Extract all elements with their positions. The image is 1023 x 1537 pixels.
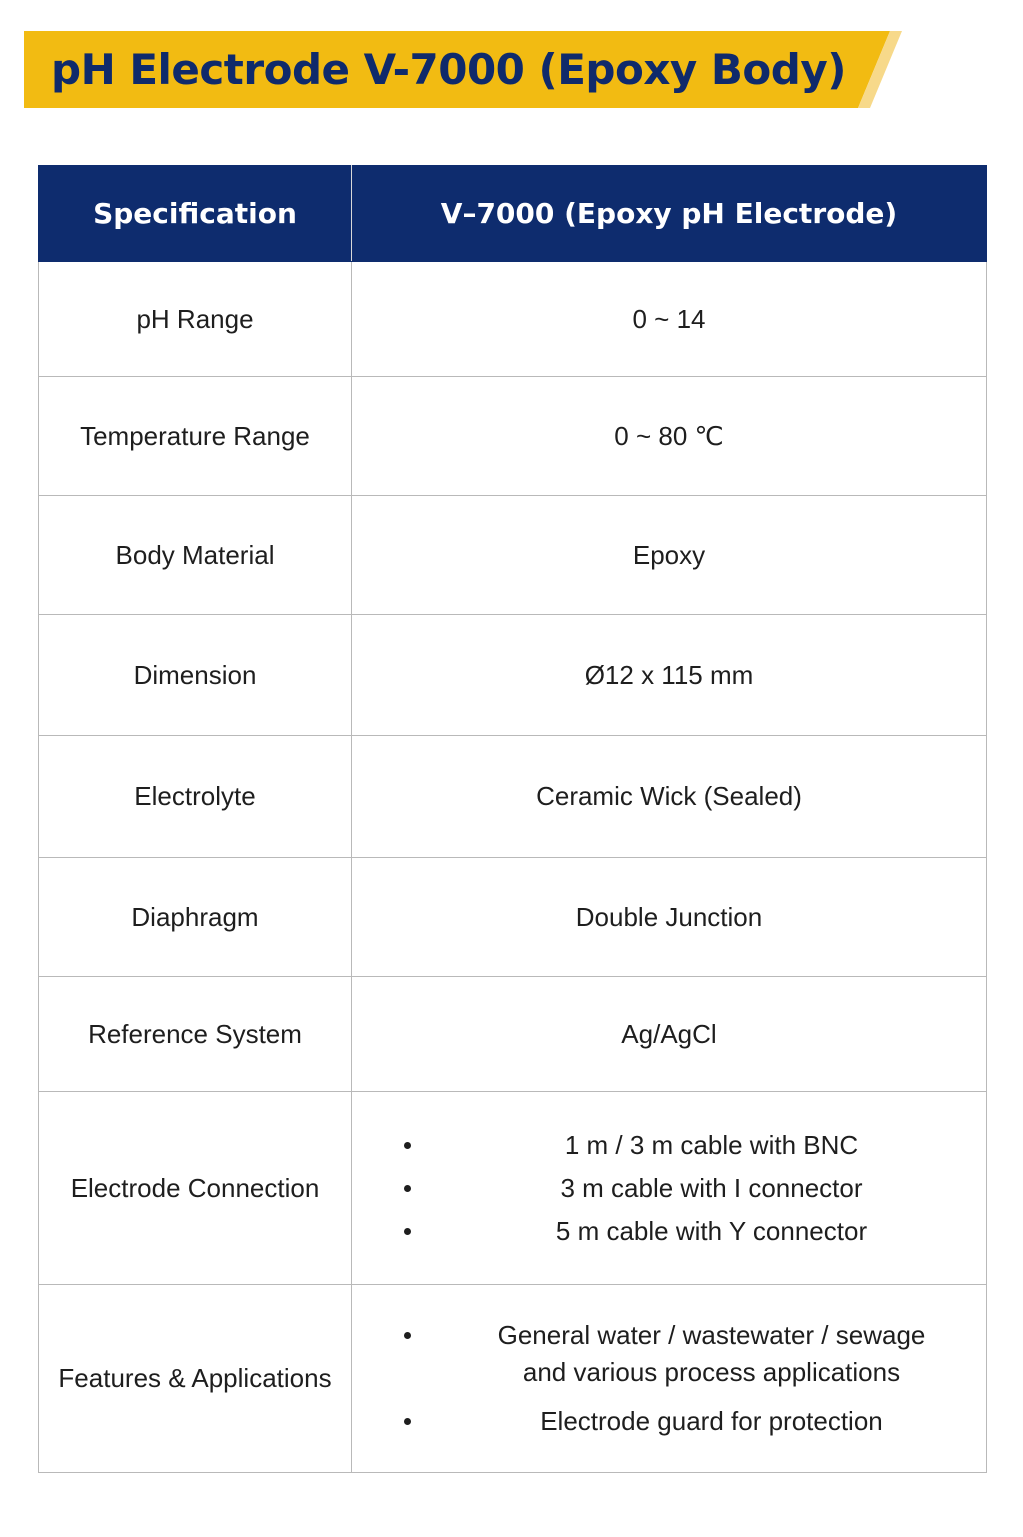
table-row: [39, 858, 987, 977]
table-row: [39, 977, 987, 1092]
table-row: [39, 615, 987, 736]
list-item: 5 m cable with Y connector: [404, 1213, 986, 1250]
table-row: [39, 262, 987, 377]
table-row: [39, 736, 987, 858]
table-header-row: [39, 166, 987, 262]
row-label: Features & Applications: [39, 1285, 352, 1473]
spec-table: [38, 165, 987, 1473]
connection-list: [352, 1127, 986, 1250]
features-list: [352, 1317, 986, 1440]
row-label: Electrolyte: [39, 736, 352, 858]
row-label: pH Range: [39, 262, 352, 377]
row-value-list: [352, 1092, 987, 1285]
row-value: Epoxy: [352, 496, 987, 615]
row-label: Body Material: [39, 496, 352, 615]
list-item: 1 m / 3 m cable with BNC: [404, 1127, 986, 1164]
table-row-connection: [39, 1092, 987, 1285]
row-label: Diaphragm: [39, 858, 352, 977]
list-item: Electrode guard for protection: [404, 1403, 986, 1440]
row-value: 0 ~ 14: [352, 262, 987, 377]
row-label: Dimension: [39, 615, 352, 736]
list-item: 3 m cable with I connector: [404, 1170, 986, 1207]
table-row: [39, 496, 987, 615]
row-label: Temperature Range: [39, 377, 352, 496]
table-row-features: [39, 1285, 987, 1473]
row-value: 0 ~ 80 ℃: [352, 377, 987, 496]
table-row: [39, 377, 987, 496]
list-item: [404, 1317, 986, 1391]
row-value: Ceramic Wick (Sealed): [352, 736, 987, 858]
row-value-list: [352, 1285, 987, 1473]
row-value: Ag/AgCl: [352, 977, 987, 1092]
row-label: Electrode Connection: [39, 1092, 352, 1285]
feature-line: and various process applications: [522, 1357, 901, 1387]
page-title: pH Electrode V-7000 (Epoxy Body): [51, 45, 846, 94]
row-value: Double Junction: [352, 858, 987, 977]
row-label: Reference System: [39, 977, 352, 1092]
header-model: V–7000 (Epoxy pH Electrode): [352, 166, 987, 262]
feature-line: General water / wastewater / sewage: [497, 1320, 926, 1350]
title-banner: [24, 31, 902, 108]
row-value: Ø12 x 115 mm: [352, 615, 987, 736]
header-specification: Specification: [39, 166, 352, 262]
